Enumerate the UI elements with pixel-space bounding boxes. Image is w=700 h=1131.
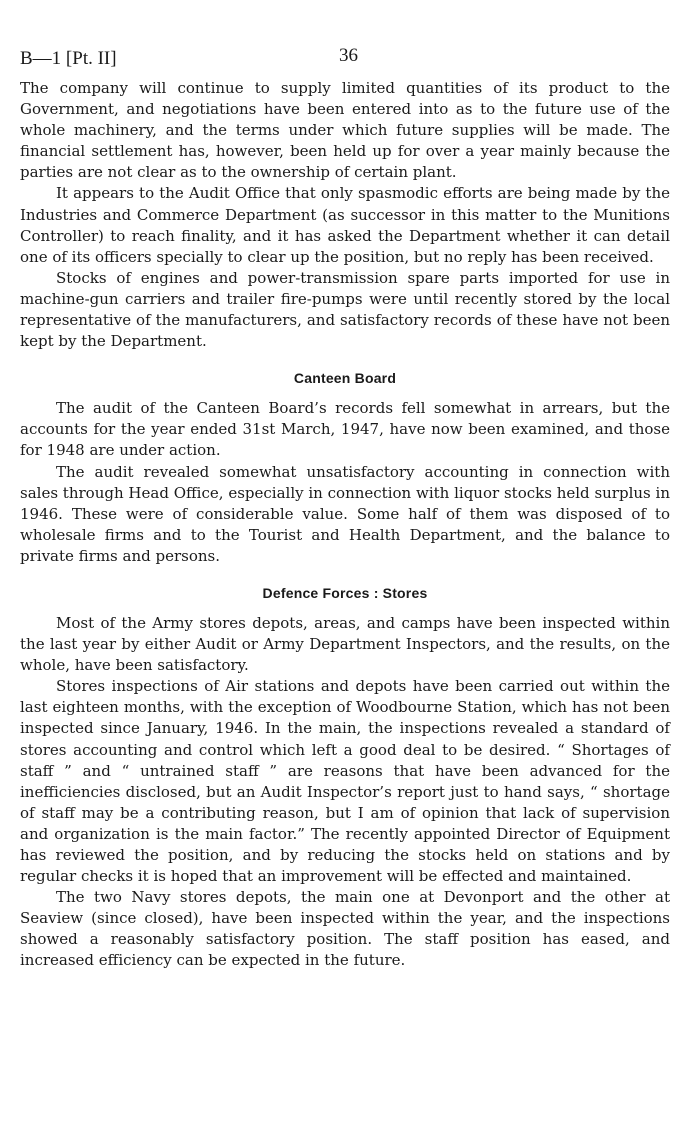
body-paragraph: The audit revealed somewhat unsatisfactory accounting in connection with sales through Head Office, especially in connection with liquor stocks held surplus in 1946. These were of considerable value. Some half of them was disposed of to wholesale firms and to the Tourist and Health Department, and the balance to private firms and persons. (20, 462, 670, 565)
defence-forces-section (20, 613, 670, 972)
body-paragraph: The company will continue to supply limited quantities of its product to the Government, and negotiations have been entered into as to the future use of the whole machinery, and the terms under which future supplies will be made. The financial settlement has, however, been held up for over a year mainly because the parties are not clear as to the ownership of certain plant. (20, 79, 670, 182)
page-number: 36 (339, 45, 358, 66)
body-paragraph: Most of the Army stores depots, areas, and camps have been inspected within the last year by either Audit or Army Department Inspectors, and the results, on the whole, have been satisfactory. (20, 613, 670, 675)
document-page (20, 45, 670, 972)
body-paragraph: The audit of the Canteen Board’s records fell somewhat in arrears, but the accounts for the year ended 31st March, 1947, have now been examined, and those for 1948 are under action. (20, 399, 670, 460)
document-reference: B—1 [Pt. II] (20, 48, 117, 69)
body-paragraph: The two Navy stores depots, the main one at Devonport and the other at Seaview (since closed), have been inspected within the year, and the inspections showed a reasonably satisfactory position. The staff position has eased, and increased efficiency can be expected in the future. (20, 888, 670, 970)
canteen-board-section (20, 398, 670, 567)
section-heading-defence-forces-stores: Defence Forces : Stores (262, 584, 428, 601)
section-heading-canteen-board: Canteen Board (293, 370, 397, 387)
body-paragraph: Stocks of engines and power-transmission spare parts imported for use in machine-gun carriers and trailer fire-pumps were until recently stored by the local representative of the manufacturers, and satisfactory records of these have not been kept by the Department. (20, 268, 670, 351)
intro-section (20, 78, 670, 352)
body-paragraph: Stores inspections of Air stations and depots have been carried out within the last eighteen months, with the exception of Woodbourne Station, which has not been inspected since January, 1946. In the main, the inspections revealed a standard of stores accounting and control which left a good deal to be desired. “ Shortages of staff ” and “ untrained staff ” are reasons that have been advanced for the inefficiencies disclosed, but an Audit Inspector’s report just to hand says, “ shortage of staff may be a contributing reason, but I am of opinion that lack of supervision and organization is the main factor.” The recently appointed Director of Equipment has reviewed the position, and by reducing the stocks held on stations and by regular checks it is hoped that an improvement will be effected and maintained. (20, 677, 670, 886)
body-paragraph: It appears to the Audit Office that only spasmodic efforts are being made by the Industries and Commerce Department (as successor in this matter to the Munitions Controller) to reach finality, and it has asked the Department whether it can detail one of its officers specially to clear up the position, but no reply has been received. (20, 184, 670, 266)
running-header (20, 45, 670, 78)
